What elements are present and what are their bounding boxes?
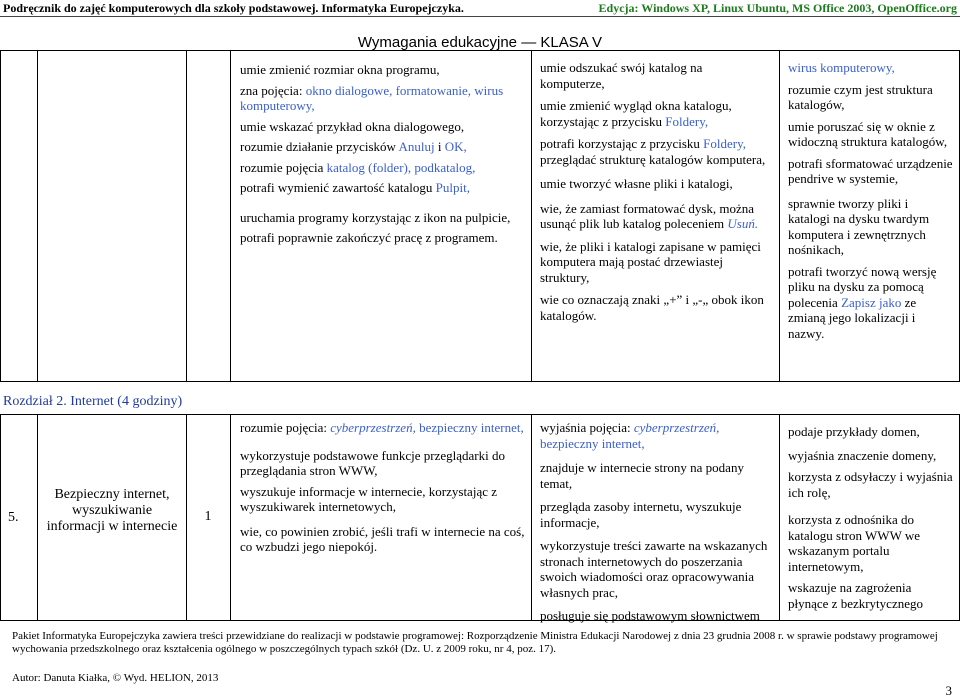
requirement-text: Usuń. (727, 216, 759, 231)
requirement-item (540, 60, 770, 91)
requirement-text: wie, co powinien zrobić, jeśli trafi w internecie na coś, co wzbudzi jego niepokój. (240, 523, 525, 554)
requirement-text: przeglądać strukturę katalogów komputera, (540, 151, 766, 167)
requirement-text: umie zmienić rozmiar okna programu, (240, 62, 440, 77)
requirement-item (540, 98, 770, 129)
upper-table-bottom-border (0, 381, 960, 382)
requirement-item (240, 484, 525, 515)
requirement-text: Zapisz jako (841, 294, 902, 310)
footer-note: Pakiet Informatyka Europejczyka zawiera treści przewidziane do realizacji w podstawie programowej: Rozporządzenie Ministra Edukacji Narodowej z dnia 23 grudnia 2008 r. w sprawie podstawy programowej wychowania przedszkolnego oraz kształcenia ogólnego w poszczególnych typach szkół (Dz. U. z 2009 roku, nr 4, poz. 17). (12, 630, 938, 655)
requirement-text: umie odszukać swój katalog na komputerze, (540, 60, 703, 91)
requirement-text: umie wskazać przykład okna dialogowego, (240, 118, 465, 134)
upper-requirements-advanced (788, 60, 953, 341)
requirement-item (540, 420, 770, 451)
requirement-text: umie tworzyć własne pliki i katalogi, (540, 176, 733, 191)
requirement-text: wie, że zamiast formatować dysk, można usunąć plik lub katalog poleceniem (540, 200, 755, 231)
requirement-item (788, 156, 953, 187)
requirement-item (240, 210, 525, 226)
upper-col-divider-2 (186, 50, 187, 381)
requirement-text: wie co oznaczają znaki „+” i „-„ obok ikon katalogów. (540, 292, 764, 323)
requirement-item (540, 176, 770, 192)
upper-table-top-border (0, 50, 960, 51)
lower-table-bottom-border (0, 620, 960, 621)
requirement-item (540, 201, 770, 232)
lower-requirements-extended (540, 420, 770, 624)
requirement-text: wyszukuje informacje w internecie, korzystając z wyszukiwarek internetowych, (240, 483, 497, 514)
requirement-text: wirus komputerowy, (788, 60, 895, 75)
upper-col-divider-1 (37, 50, 38, 381)
header-divider (0, 16, 960, 17)
requirement-text: podaje przykłady domen, (788, 424, 920, 439)
requirement-item (788, 119, 953, 150)
requirement-text: wykorzystuje podstawowe funkcje przeglądarki do przeglądania stron WWW, (240, 447, 505, 478)
requirement-item (788, 424, 953, 440)
lower-col-divider-5 (779, 414, 780, 620)
requirement-item (240, 524, 525, 555)
lower-requirements-advanced (788, 424, 953, 611)
requirement-item (240, 62, 525, 78)
requirement-text: potrafi wymienić zawartość katalogu (240, 180, 436, 195)
requirement-text: potrafi tworzyć nową wersję pliku na dysku za pomocą polecenia (788, 263, 937, 310)
requirement-item (788, 60, 953, 76)
lower-col-divider-1 (37, 414, 38, 620)
requirement-text: posługuje się podstawowym słownictwem (540, 608, 760, 623)
requirement-text: korzysta z odnośnika do katalogu stron WWW we wskazanym portalu internetowym, (788, 512, 921, 574)
requirement-item (540, 292, 770, 323)
requirement-item (240, 83, 525, 114)
requirement-text: cyberprzestrzeń, (330, 420, 416, 435)
requirement-text: potrafi poprawnie zakończyć pracę z programem. (240, 230, 498, 245)
requirement-text: potrafi sformatować urządzenie pendrive w systemie, (788, 155, 953, 186)
requirement-text: bezpieczny internet, (540, 435, 645, 451)
requirement-item (788, 469, 953, 500)
requirement-text: Foldery, (665, 113, 709, 129)
requirement-item (788, 196, 953, 258)
requirement-text: przegląda zasoby internetu, wyszukuje informacje, (540, 499, 742, 530)
lower-col-divider-0 (0, 414, 1, 620)
requirement-text: wskazuje na zagrożenia płynące z bezkrytycznego (788, 580, 923, 611)
section-heading: Rozdział 2. Internet (4 godziny) (3, 394, 183, 409)
author-credit: Autor: Danuta Kiałka, © Wyd. HELION, 2013 (12, 672, 219, 684)
requirement-text: Foldery, (703, 136, 747, 151)
requirement-item (540, 136, 770, 167)
upper-col-divider-0 (0, 50, 1, 381)
requirement-text: wie, że pliki i katalogi zapisane w pamięci komputera mają postać drzewiastej struktury, (540, 238, 761, 285)
requirement-text: potrafi korzystając z przycisku (540, 136, 704, 151)
requirement-text: uruchamia programy korzystając z ikon na pulpicie, (240, 209, 511, 225)
requirement-text: okno dialogowe, formatowanie, wirus komputerowy, (240, 82, 504, 113)
requirement-text: wyjaśnia znaczenie domeny, (788, 447, 937, 463)
requirement-text: rozumie pojęcia: (240, 420, 331, 435)
requirement-item (240, 160, 525, 176)
requirement-item (788, 512, 953, 574)
upper-col-divider-5 (779, 50, 780, 381)
requirement-item (540, 538, 770, 600)
requirement-text: zna pojęcia: (240, 82, 306, 98)
lower-table-top-border (0, 414, 960, 415)
requirement-item (240, 180, 525, 196)
upper-requirements-extended (540, 60, 770, 323)
requirement-item (240, 230, 525, 246)
upper-col-divider-4 (531, 50, 532, 381)
header-book-title: Podręcznik do zajęć komputerowych dla szkoły podstawowej. Informatyka Europejczyka. (3, 1, 464, 15)
lower-col-divider-3 (230, 414, 231, 620)
klasa-title: Wymagania edukacyjne — KLASA V (357, 34, 603, 51)
requirement-item (240, 420, 525, 436)
requirement-text: sprawnie tworzy pliki i katalogi na dysku twardym komputera i zewnętrznych nośnikach, (788, 195, 930, 257)
requirement-item (788, 264, 953, 342)
requirement-item (240, 139, 525, 155)
requirement-text: umie poruszać się w oknie z widoczną struktura katalogów, (788, 118, 948, 149)
header-edition: Edycja: Windows XP, Linux Ubuntu, MS Office 2003, OpenOffice.org (598, 1, 957, 15)
requirement-item (240, 448, 525, 479)
requirement-item (540, 499, 770, 530)
requirement-item (788, 82, 953, 113)
requirement-text: cyberprzestrzeń, (633, 420, 720, 435)
lesson-number: 5. (8, 510, 19, 525)
requirement-text: umie zmienić wygląd okna katalogu, korzystając z przycisku (540, 98, 732, 129)
upper-col-divider-3 (230, 50, 231, 381)
requirement-text: OK, (444, 139, 467, 154)
requirement-text: rozumie działanie przycisków (240, 139, 399, 154)
lesson-hours: 1 (204, 509, 212, 524)
lower-requirements-basic (240, 420, 525, 555)
requirement-text: znajduje w internecie strony na podany temat, (540, 460, 744, 491)
requirement-item (240, 119, 525, 135)
lesson-topic: Bezpieczny internet, wyszukiwanie informacji w internecie (46, 487, 178, 534)
requirement-text: wykorzystuje treści zawarte na wskazanych stronach internetowych do poszerzania swoich wiadomości oraz opracowywania własnych prac, (540, 538, 768, 600)
requirement-text: korzysta z odsyłaczy i wyjaśnia ich rolę, (788, 469, 953, 500)
requirement-text: katalog (folder), podkatalog, (326, 159, 476, 175)
requirement-item (788, 448, 953, 464)
requirement-item (788, 580, 953, 611)
page-number: 3 (945, 683, 952, 698)
requirement-item (540, 239, 770, 286)
requirement-item (540, 460, 770, 491)
requirement-text: Anuluj (398, 139, 435, 154)
requirement-text: wyjaśnia pojęcia: (540, 420, 634, 435)
requirement-text: ze zmianą jego lokalizacji i nazwy. (788, 294, 917, 341)
requirement-text: bezpieczny internet, (415, 420, 524, 435)
requirement-text: rozumie pojęcia (240, 159, 327, 175)
upper-requirements-basic (240, 62, 525, 246)
requirement-text: Pulpit, (435, 180, 470, 195)
requirement-text: i (434, 139, 445, 154)
requirement-item (540, 608, 770, 624)
lower-col-divider-4 (531, 414, 532, 620)
requirement-text: rozumie czym jest struktura katalogów, (788, 81, 933, 112)
